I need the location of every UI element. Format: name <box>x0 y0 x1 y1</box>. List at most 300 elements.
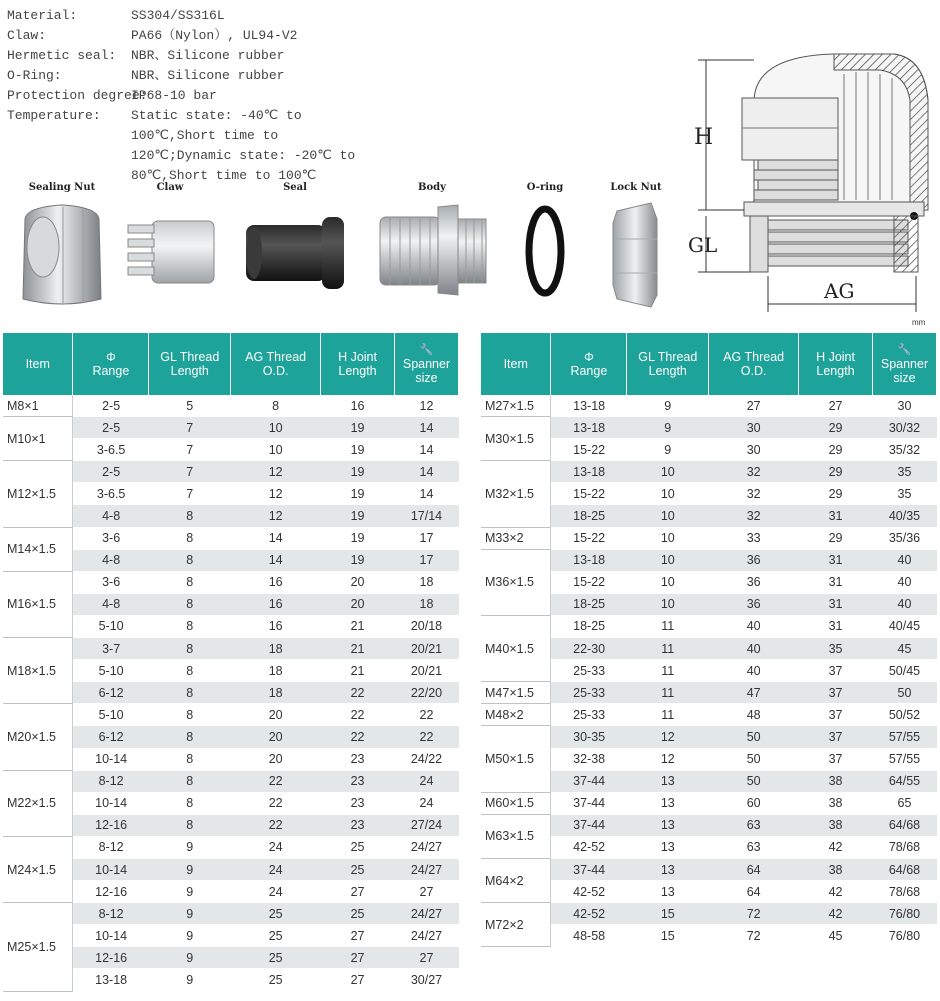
o-ring-icon <box>523 203 567 299</box>
claw-icon <box>122 211 218 291</box>
table-cell: 12-16 <box>73 881 149 903</box>
table-cell: 22 <box>231 792 321 814</box>
item-cell: M12×1.5 <box>3 461 73 527</box>
table-cell: 24/22 <box>394 748 458 770</box>
table-cell: 8 <box>149 726 231 748</box>
item-cell: M10×1 <box>3 417 73 461</box>
table-cell: 23 <box>321 748 395 770</box>
table-cell: 8 <box>149 593 231 615</box>
table-cell: 22 <box>321 704 395 726</box>
table-cell: 30 <box>709 439 799 461</box>
table-cell: 38 <box>799 814 873 836</box>
table-cell: 24 <box>231 836 321 858</box>
table-cell: 13 <box>627 881 709 903</box>
table-cell: 3-6 <box>73 527 149 549</box>
spec-row <box>7 6 381 26</box>
table-cell: 11 <box>627 682 709 704</box>
table-cell: 24/27 <box>394 925 458 947</box>
table-cell: 47 <box>709 682 799 704</box>
table-cell: 9 <box>627 395 709 417</box>
table-cell: 10 <box>231 439 321 461</box>
table-cell: 6-12 <box>73 726 149 748</box>
table-cell: 21 <box>321 615 395 637</box>
part-label: Lock Nut <box>610 182 662 193</box>
table-cell: 32 <box>709 505 799 527</box>
table-cell: 8 <box>149 704 231 726</box>
table-cell: 29 <box>799 417 873 439</box>
part-label: O-ring <box>526 182 564 193</box>
col-header-label: AG Thread O.D. <box>723 350 785 378</box>
item-cell: M8×1 <box>3 395 73 417</box>
table-cell: 8 <box>149 638 231 660</box>
table-cell: 14 <box>394 439 458 461</box>
col-header-label: Spanner size <box>880 356 929 385</box>
table-cell: 14 <box>231 549 321 571</box>
table-cell: 27 <box>799 395 873 417</box>
table-cell: 35 <box>799 638 873 660</box>
part-sealing-nut <box>8 182 116 309</box>
table-cell: 22 <box>394 726 458 748</box>
table-row <box>481 549 937 571</box>
table-cell: 23 <box>321 814 395 836</box>
spec-value: SS304/SS316L <box>131 8 225 23</box>
table-cell: 30/27 <box>394 969 458 991</box>
table-cell: 20 <box>231 726 321 748</box>
item-cell: M64×2 <box>481 858 551 902</box>
table-cell: 27 <box>321 925 395 947</box>
table-cell: 42 <box>799 903 873 925</box>
table-cell: 27 <box>321 881 395 903</box>
table-cell: 15 <box>627 925 709 947</box>
table-cell: 8 <box>149 549 231 571</box>
table-cell: 13-18 <box>551 461 627 483</box>
table-cell: 9 <box>149 881 231 903</box>
dim-gl-label: GL <box>688 233 718 257</box>
table-cell: 10 <box>627 527 709 549</box>
table-cell: 13 <box>627 770 709 792</box>
table-cell: 40 <box>872 549 936 571</box>
table-cell: 12-16 <box>73 947 149 969</box>
table-cell: 4-8 <box>73 593 149 615</box>
table-cell: 37-44 <box>551 792 627 814</box>
item-cell: M20×1.5 <box>3 704 73 770</box>
item-cell: M25×1.5 <box>3 903 73 991</box>
table-cell: 64/68 <box>872 814 936 836</box>
lock-nut-icon <box>609 199 663 309</box>
table-cell: 18-25 <box>551 593 627 615</box>
table-cell: 3-6.5 <box>73 483 149 505</box>
part-seal <box>240 182 350 291</box>
table-cell: 42 <box>799 836 873 858</box>
table-cell: 45 <box>799 925 873 947</box>
table-cell: 3-7 <box>73 638 149 660</box>
spec-value: NBR、Silicone rubber <box>131 68 285 83</box>
table-cell: 24 <box>394 770 458 792</box>
table-cell: 8 <box>149 792 231 814</box>
col-header-gl <box>627 333 709 395</box>
table-cell: 14 <box>394 417 458 439</box>
table-row <box>481 814 937 836</box>
table-cell: 15-22 <box>551 571 627 593</box>
table-row <box>3 571 459 593</box>
table-cell: 16 <box>321 395 395 417</box>
table-cell: 24/27 <box>394 836 458 858</box>
table-cell: 50 <box>709 770 799 792</box>
item-cell: M60×1.5 <box>481 792 551 814</box>
table-cell: 8 <box>149 814 231 836</box>
spec-row <box>7 46 381 66</box>
spanner-icon: 🔧 <box>897 343 912 356</box>
table-cell: 11 <box>627 660 709 682</box>
table-cell: 8 <box>149 527 231 549</box>
table-cell: 20 <box>321 571 395 593</box>
col-header-item <box>481 333 551 395</box>
table-cell: 50 <box>709 726 799 748</box>
table-row <box>3 704 459 726</box>
table-cell: 13-18 <box>551 417 627 439</box>
table-cell: 5-10 <box>73 615 149 637</box>
table-cell: 5-10 <box>73 704 149 726</box>
table-cell: 13 <box>627 836 709 858</box>
spec-row <box>7 86 381 106</box>
table-cell: 20/18 <box>394 615 458 637</box>
col-header-range <box>73 333 149 395</box>
part-o-ring <box>520 182 570 299</box>
col-header-spanner <box>394 333 458 395</box>
table-cell: 13 <box>627 792 709 814</box>
table-cell: 7 <box>149 439 231 461</box>
table-cell: 65 <box>872 792 936 814</box>
table-cell: 5-10 <box>73 660 149 682</box>
table-cell: 25 <box>231 969 321 991</box>
table-header-row <box>481 333 937 395</box>
table-cell: 2-5 <box>73 417 149 439</box>
table-cell: 3-6.5 <box>73 439 149 461</box>
table-cell: 6-12 <box>73 682 149 704</box>
table-cell: 12 <box>627 726 709 748</box>
table-cell: 12 <box>231 483 321 505</box>
table-cell: 18 <box>394 571 458 593</box>
table-row <box>481 726 937 748</box>
table-cell: 8 <box>149 770 231 792</box>
table-cell: 50/52 <box>872 704 936 726</box>
table-cell: 64 <box>709 858 799 880</box>
col-header-spanner <box>872 333 936 395</box>
table-cell: 42-52 <box>551 903 627 925</box>
item-cell: M24×1.5 <box>3 836 73 902</box>
table-cell: 12 <box>231 461 321 483</box>
table-cell: 42-52 <box>551 836 627 858</box>
table-row <box>481 792 937 814</box>
table-cell: 10 <box>627 483 709 505</box>
table-cell: 42 <box>799 881 873 903</box>
table-row <box>3 638 459 660</box>
col-header-label: Range <box>92 363 130 378</box>
table-cell: 20/21 <box>394 638 458 660</box>
table-cell: 8-12 <box>73 836 149 858</box>
table-cell: 3-6 <box>73 571 149 593</box>
table-cell: 29 <box>799 527 873 549</box>
table-cell: 22 <box>231 814 321 836</box>
table-cell: 18 <box>231 638 321 660</box>
table-cell: 15-22 <box>551 439 627 461</box>
table-cell: 10-14 <box>73 858 149 880</box>
spec-value: NBR、Silicone rubber <box>131 48 285 63</box>
table-cell: 22 <box>231 770 321 792</box>
table-cell: 22 <box>394 704 458 726</box>
table-row <box>3 903 459 925</box>
unit-label: mm <box>912 318 926 327</box>
table-cell: 24 <box>231 881 321 903</box>
table-cell: 13-18 <box>73 969 149 991</box>
table-cell: 31 <box>799 549 873 571</box>
table-cell: 11 <box>627 638 709 660</box>
table-row <box>3 770 459 792</box>
table-cell: 40/45 <box>872 615 936 637</box>
table-cell: 8 <box>149 615 231 637</box>
table-cell: 25 <box>231 947 321 969</box>
table-cell: 10-14 <box>73 925 149 947</box>
spec-table-right <box>481 333 937 947</box>
table-cell: 32-38 <box>551 748 627 770</box>
table-header-row <box>3 333 459 395</box>
item-cell: M50×1.5 <box>481 726 551 792</box>
table-cell: 21 <box>321 660 395 682</box>
col-header-label: GL Thread Length <box>160 350 220 378</box>
sealing-nut-icon <box>17 199 107 309</box>
item-cell: M33×2 <box>481 527 551 549</box>
table-cell: 8-12 <box>73 903 149 925</box>
item-cell: M18×1.5 <box>3 638 73 704</box>
table-cell: 8-12 <box>73 770 149 792</box>
item-cell: M22×1.5 <box>3 770 73 836</box>
table-cell: 14 <box>231 527 321 549</box>
table-row <box>481 704 937 726</box>
table-cell: 9 <box>149 947 231 969</box>
table-cell: 38 <box>799 792 873 814</box>
table-row <box>3 527 459 549</box>
spec-row <box>7 26 381 46</box>
table-cell: 27 <box>709 395 799 417</box>
table-cell: 35/36 <box>872 527 936 549</box>
col-header-label: GL Thread Length <box>638 350 698 378</box>
table-cell: 8 <box>149 748 231 770</box>
table-cell: 40 <box>709 660 799 682</box>
table-cell: 9 <box>149 858 231 880</box>
table-cell: 13 <box>627 814 709 836</box>
table-cell: 22 <box>321 682 395 704</box>
table-cell: 13-18 <box>551 395 627 417</box>
table-cell: 20/21 <box>394 660 458 682</box>
table-cell: 40 <box>709 638 799 660</box>
table-cell: 25 <box>321 858 395 880</box>
table-cell: 15-22 <box>551 527 627 549</box>
table-cell: 10 <box>627 571 709 593</box>
table-cell: 40 <box>709 615 799 637</box>
table-cell: 37-44 <box>551 770 627 792</box>
table-cell: 8 <box>149 682 231 704</box>
spec-label: O-Ring: <box>7 68 62 83</box>
table-cell: 10 <box>627 461 709 483</box>
table-cell: 10 <box>627 593 709 615</box>
item-cell: M63×1.5 <box>481 814 551 858</box>
col-header-label: H Joint Length <box>816 350 855 378</box>
table-cell: 72 <box>709 925 799 947</box>
table-cell: 11 <box>627 704 709 726</box>
table-cell: 20 <box>231 704 321 726</box>
table-cell: 18 <box>231 660 321 682</box>
spec-label: Material: <box>7 8 78 23</box>
part-lock-nut <box>606 182 666 309</box>
table-cell: 12-16 <box>73 814 149 836</box>
range-symbol: Φ <box>584 349 594 364</box>
spec-value: PA66（Nylon）, UL94-V2 <box>131 28 298 43</box>
col-header-ag <box>231 333 321 395</box>
table-row <box>481 903 937 925</box>
table-cell: 32 <box>709 483 799 505</box>
table-cell: 10 <box>231 417 321 439</box>
table-cell: 8 <box>149 505 231 527</box>
col-header-label: Spanner size <box>402 356 451 385</box>
table-cell: 9 <box>149 925 231 947</box>
table-cell: 22/20 <box>394 682 458 704</box>
table-cell: 18 <box>394 593 458 615</box>
table-cell: 27 <box>394 881 458 903</box>
table-cell: 14 <box>394 483 458 505</box>
table-cell: 30 <box>709 417 799 439</box>
table-cell: 8 <box>149 660 231 682</box>
table-cell: 30-35 <box>551 726 627 748</box>
table-row <box>481 527 937 549</box>
table-cell: 57/55 <box>872 726 936 748</box>
table-cell: 20 <box>231 748 321 770</box>
col-header-ag <box>709 333 799 395</box>
dim-h-label: H <box>694 125 714 150</box>
table-cell: 78/68 <box>872 881 936 903</box>
part-label: Seal <box>283 182 307 193</box>
table-row <box>481 417 937 439</box>
table-cell: 76/80 <box>872 925 936 947</box>
table-cell: 19 <box>321 527 395 549</box>
table-cell: 25 <box>321 903 395 925</box>
table-cell: 40 <box>872 593 936 615</box>
table-cell: 17/14 <box>394 505 458 527</box>
table-cell: 4-8 <box>73 505 149 527</box>
table-cell: 19 <box>321 505 395 527</box>
part-label: Sealing Nut <box>28 182 96 193</box>
table-cell: 19 <box>321 461 395 483</box>
table-cell: 12 <box>627 748 709 770</box>
table-cell: 12 <box>394 395 458 417</box>
table-cell: 7 <box>149 417 231 439</box>
item-cell: M72×2 <box>481 903 551 947</box>
item-cell: M47×1.5 <box>481 682 551 704</box>
col-header-item <box>3 333 73 395</box>
table-cell: 30 <box>872 395 936 417</box>
table-cell: 37 <box>799 660 873 682</box>
table-cell: 50/45 <box>872 660 936 682</box>
table-row <box>3 395 459 417</box>
table-cell: 35 <box>872 483 936 505</box>
item-cell: M16×1.5 <box>3 571 73 637</box>
table-row <box>481 615 937 637</box>
table-cell: 21 <box>321 638 395 660</box>
table-cell: 63 <box>709 836 799 858</box>
table-cell: 16 <box>231 615 321 637</box>
table-cell: 10 <box>627 505 709 527</box>
table-row <box>3 461 459 483</box>
table-cell: 10 <box>627 549 709 571</box>
table-cell: 25-33 <box>551 682 627 704</box>
table-cell: 10-14 <box>73 792 149 814</box>
table-cell: 13-18 <box>551 549 627 571</box>
spanner-icon: 🔧 <box>419 343 434 356</box>
table-cell: 22 <box>321 726 395 748</box>
table-cell: 18-25 <box>551 505 627 527</box>
table-cell: 19 <box>321 549 395 571</box>
parts-strip <box>0 182 680 322</box>
table-cell: 9 <box>149 903 231 925</box>
table-cell: 9 <box>149 969 231 991</box>
table-cell: 48 <box>709 704 799 726</box>
table-cell: 24 <box>231 858 321 880</box>
table-cell: 40/35 <box>872 505 936 527</box>
spec-table-left <box>3 333 459 992</box>
table-cell: 29 <box>799 461 873 483</box>
table-row <box>3 836 459 858</box>
table-cell: 9 <box>627 439 709 461</box>
table-cell: 35/32 <box>872 439 936 461</box>
table-cell: 31 <box>799 571 873 593</box>
table-cell: 25 <box>231 925 321 947</box>
spec-value: IP68-10 bar <box>131 88 217 103</box>
table-cell: 2-5 <box>73 461 149 483</box>
table-cell: 64/68 <box>872 858 936 880</box>
item-cell: M48×2 <box>481 704 551 726</box>
table-row <box>481 858 937 880</box>
table-cell: 37 <box>799 704 873 726</box>
table-cell: 45 <box>872 638 936 660</box>
table-cell: 9 <box>149 836 231 858</box>
dimension-drawing <box>684 40 940 320</box>
col-header-label: Item <box>503 357 528 371</box>
col-header-label: AG Thread O.D. <box>245 350 307 378</box>
table-cell: 48-58 <box>551 925 627 947</box>
spec-label: Temperature: <box>7 108 101 123</box>
table-cell: 72 <box>709 903 799 925</box>
col-header-label: H Joint Length <box>338 350 377 378</box>
table-cell: 15 <box>627 903 709 925</box>
table-cell: 17 <box>394 549 458 571</box>
table-cell: 27 <box>321 947 395 969</box>
table-cell: 27 <box>394 947 458 969</box>
table-cell: 18 <box>231 682 321 704</box>
table-cell: 31 <box>799 593 873 615</box>
table-cell: 50 <box>872 682 936 704</box>
table-cell: 29 <box>799 483 873 505</box>
spec-label: Claw: <box>7 28 47 43</box>
body-icon <box>372 199 492 299</box>
table-row <box>481 461 937 483</box>
table-cell: 31 <box>799 505 873 527</box>
table-cell: 13 <box>627 858 709 880</box>
item-cell: M30×1.5 <box>481 417 551 461</box>
table-cell: 22-30 <box>551 638 627 660</box>
dim-ag-label: AG <box>824 279 855 303</box>
table-cell: 20 <box>321 593 395 615</box>
seal-icon <box>240 211 350 291</box>
table-cell: 37 <box>799 748 873 770</box>
